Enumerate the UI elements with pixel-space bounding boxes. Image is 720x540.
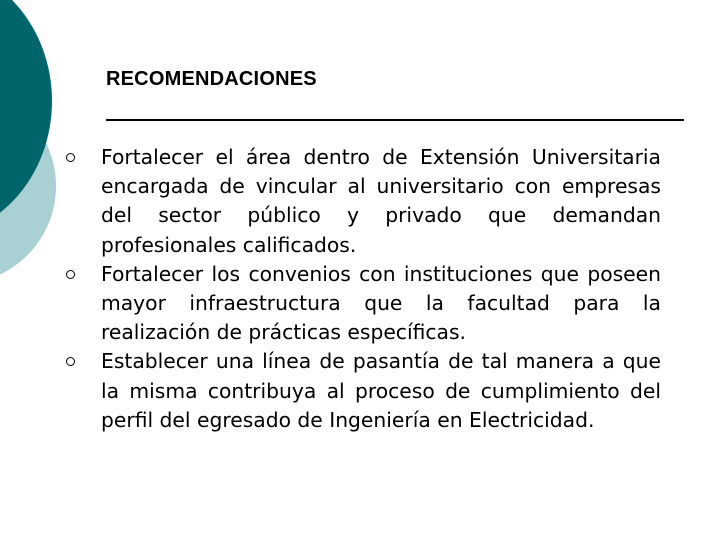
bullet-item — [0, 143, 720, 260]
slide-title: RECOMENDACIONES — [106, 68, 317, 90]
title-underline — [106, 119, 684, 121]
bullet-text: Fortalecer el área dentro de Extensión Universitaria encargada de vincular al universitario con empresas del sector público y privado que demandan profesionales calificados. — [101, 145, 661, 257]
bullet-text: Fortalecer los convenios con instituciones que poseen mayor infraestructura que la facultad para la realización de prácticas específicas. — [101, 261, 661, 345]
hollow-circle-bullet-icon — [66, 270, 75, 279]
bullet-item — [0, 260, 720, 348]
hollow-circle-bullet-icon — [66, 357, 75, 366]
bullet-item — [0, 347, 720, 435]
bullet-text: Establecer una línea de pasantía de tal manera a que la misma contribuya al proceso de cumplimiento del perfil del egresado de Ingeniería en Electricidad. — [101, 349, 661, 432]
bullet-list — [0, 143, 720, 435]
hollow-circle-bullet-icon — [66, 153, 75, 162]
